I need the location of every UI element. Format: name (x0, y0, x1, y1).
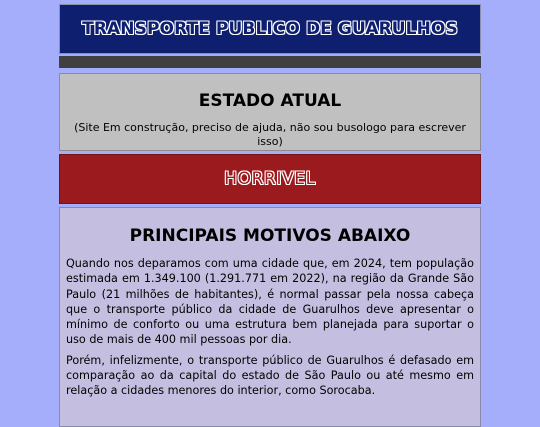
status-note: (Site Em construção, preciso de ajuda, não sou busologo para escrever isso) (74, 121, 466, 148)
status-title: ESTADO ATUAL (198, 91, 342, 111)
verdict-text: HORRIVEL (224, 169, 316, 189)
verdict-banner (59, 154, 481, 204)
nav-bar (59, 56, 481, 68)
reasons-paragraph: Quando nos deparamos com uma cidade que, em 2024, tem população estimada em 1.349.100 (1.291.771 em 2022), na região da Grande São Paulo (21 milhões de habitantes), é normal passar pela nossa cabeça que o transporte público da cidade de Guarulhos deve apresentar o mínimo de conforto ou uma estrutura bem planejada para suportar o uso de mais de 400 mil pessoas por dia. (66, 257, 474, 347)
site-title: TRANSPORTE PUBLICO DE GUARULHOS (82, 19, 458, 39)
status-section (59, 73, 481, 151)
reasons-title: PRINCIPAIS MOTIVOS ABAIXO (129, 226, 411, 246)
reasons-paragraph: Porém, infelizmente, o transporte público de Guarulhos é defasado em comparação ao da capital do estado de São Paulo ou até mesmo em relação a cidades menores do interior, como Sorocaba. (66, 353, 474, 398)
site-header (59, 4, 481, 54)
reasons-section (59, 207, 481, 427)
page-container (59, 4, 481, 427)
